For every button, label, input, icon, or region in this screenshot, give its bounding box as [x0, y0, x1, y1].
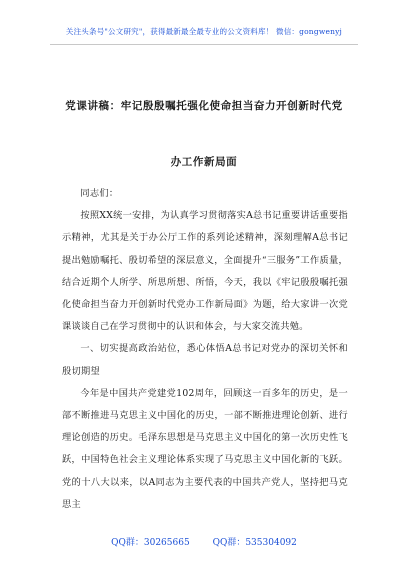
footer-qq-group-1: QQ群：30265665 — [111, 538, 190, 548]
footer-qq-group-2: QQ群：535304092 — [212, 538, 297, 548]
footer — [0, 535, 408, 548]
section-heading-1: 一、切实提高政治站位，悉心体悟A总书记对党办的深切关怀和殷切期望 — [62, 343, 348, 377]
document-title-line-2: 办工作新局面 — [170, 156, 238, 168]
document-body — [62, 183, 348, 516]
paragraph-history: 今年是中国共产党建党102周年，回顾这一百多年的历史，是一部不断推进马克思主义中国化的历史，一部不断推进理论创新、进行理论创造的历史。毛泽东思想是马克思主义中国化的第一次历史性飞跃，中国特色社会主义理论体系实现了马克思主义中国化新的飞跃。党的十八大以来，以A同志为主要代表的中国共产党人，坚持把马克思主 — [62, 387, 348, 510]
salutation: 同志们： — [80, 188, 119, 199]
header-banner: 关注头条号"公文研究"，获得最新最全最专业的公文资料库！ 微信：gongwenyj — [65, 27, 343, 36]
paragraph-intro: 按照XX统一安排，为认真学习贯彻落实A总书记重要讲话重要指示精神，尤其是关于办公厅工作的系列论述精神，深刻理解A总书记提出勉励嘱托、殷切希望的深层意义，全面提升“三服务”工作质量，结合近期个人所学、所思所想、所悟，今天，我以《牢记殷殷嘱托强化使命担当奋力开创新时代党办工作新局面》为题，给大家讲一次党课谈谈自己在学习贯彻中的认识和体会，与大家交流共勉。 — [62, 210, 348, 333]
header-divider — [50, 44, 358, 45]
document-title-line-1: 党课讲稿：牢记殷殷嘱托强化使命担当奋力开创新时代党 — [65, 100, 343, 112]
